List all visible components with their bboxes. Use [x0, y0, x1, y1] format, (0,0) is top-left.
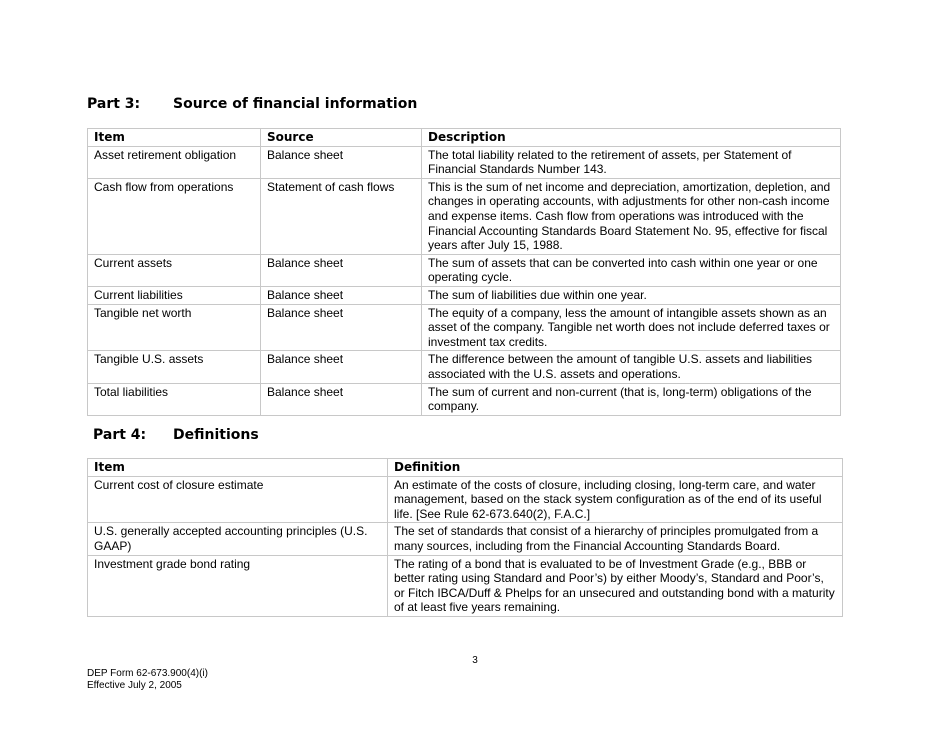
- column-header-definition: Definition: [388, 459, 843, 477]
- cell-item: Total liabilities: [88, 383, 261, 415]
- cell-definition: The rating of a bond that is evaluated to be of Investment Grade (e.g., BBB or better rating using Standard and Poor’s) by either Moody’s, Standard and Poor’s, or Fitch IBCA/Duff & Phelps for an unsecured and outstanding bond with a maturity of at least five years remaining.: [388, 555, 843, 616]
- part4-label: Part 4:: [93, 427, 147, 443]
- cell-description: The sum of current and non-current (that is, long-term) obligations of the company.: [422, 383, 841, 415]
- page-number: 3: [472, 655, 478, 666]
- cell-source: Balance sheet: [261, 351, 422, 383]
- part3-title: Source of financial information: [173, 96, 418, 112]
- column-header-item: Item: [88, 459, 388, 477]
- table-row: [88, 351, 841, 383]
- cell-description: The sum of liabilities due within one year.: [422, 286, 841, 304]
- cell-item: Tangible net worth: [88, 304, 261, 351]
- table-row: [88, 383, 841, 415]
- cell-source: Balance sheet: [261, 146, 422, 178]
- table-row: [88, 523, 843, 555]
- cell-item: Tangible U.S. assets: [88, 351, 261, 383]
- cell-description: The sum of assets that can be converted into cash within one year or one operating cycle.: [422, 254, 841, 286]
- cell-source: Balance sheet: [261, 383, 422, 415]
- table-row: [88, 555, 843, 616]
- column-header-source: Source: [261, 129, 422, 147]
- cell-definition: An estimate of the costs of closure, including closing, long-term care, and water management, based on the stack system configuration as of the end of its useful life. [See Rule 62-673.640(2), F.A.C.]: [388, 476, 843, 523]
- cell-item: Investment grade bond rating: [88, 555, 388, 616]
- table-row: [88, 178, 841, 254]
- cell-item: Current cost of closure estimate: [88, 476, 388, 523]
- part3-label: Part 3:: [87, 96, 141, 112]
- cell-source: Balance sheet: [261, 304, 422, 351]
- cell-item: Current assets: [88, 254, 261, 286]
- table-header-row: [88, 129, 841, 147]
- cell-source: Statement of cash flows: [261, 178, 422, 254]
- cell-item: U.S. generally accepted accounting principles (U.S. GAAP): [88, 523, 388, 555]
- column-header-description: Description: [422, 129, 841, 147]
- table-row: [88, 146, 841, 178]
- cell-description: This is the sum of net income and depreciation, amortization, depletion, and changes in operating accounts, with adjustments for other non-cash income and expense items. Cash flow from operations was introduced with the Financial Accounting Standards Board Statement No. 95, effective for fiscal years after July 15, 1988.: [422, 178, 841, 254]
- part4-heading: [93, 427, 259, 443]
- part4-title: Definitions: [173, 427, 259, 443]
- part3-heading: [87, 96, 417, 112]
- cell-item: Current liabilities: [88, 286, 261, 304]
- cell-source: Balance sheet: [261, 286, 422, 304]
- table-row: [88, 304, 841, 351]
- cell-description: The difference between the amount of tangible U.S. assets and liabilities associated with the U.S. assets and operations.: [422, 351, 841, 383]
- footer: [87, 668, 208, 692]
- table-row: [88, 286, 841, 304]
- cell-item: Cash flow from operations: [88, 178, 261, 254]
- cell-source: Balance sheet: [261, 254, 422, 286]
- part3-table: [87, 128, 841, 416]
- table-row: [88, 254, 841, 286]
- footer-effective-date: Effective July 2, 2005: [87, 680, 182, 691]
- table-row: [88, 476, 843, 523]
- part4-table: [87, 458, 843, 617]
- cell-item: Asset retirement obligation: [88, 146, 261, 178]
- cell-description: The total liability related to the retirement of assets, per Statement of Financial Standards Number 143.: [422, 146, 841, 178]
- cell-definition: The set of standards that consist of a hierarchy of principles promulgated from a many sources, including from the Financial Accounting Standards Board.: [388, 523, 843, 555]
- column-header-item: Item: [88, 129, 261, 147]
- table-header-row: [88, 459, 843, 477]
- cell-description: The equity of a company, less the amount of intangible assets shown as an asset of the company. Tangible net worth does not include deferred taxes or investment tax credits.: [422, 304, 841, 351]
- footer-form-number: DEP Form 62-673.900(4)(i): [87, 668, 208, 679]
